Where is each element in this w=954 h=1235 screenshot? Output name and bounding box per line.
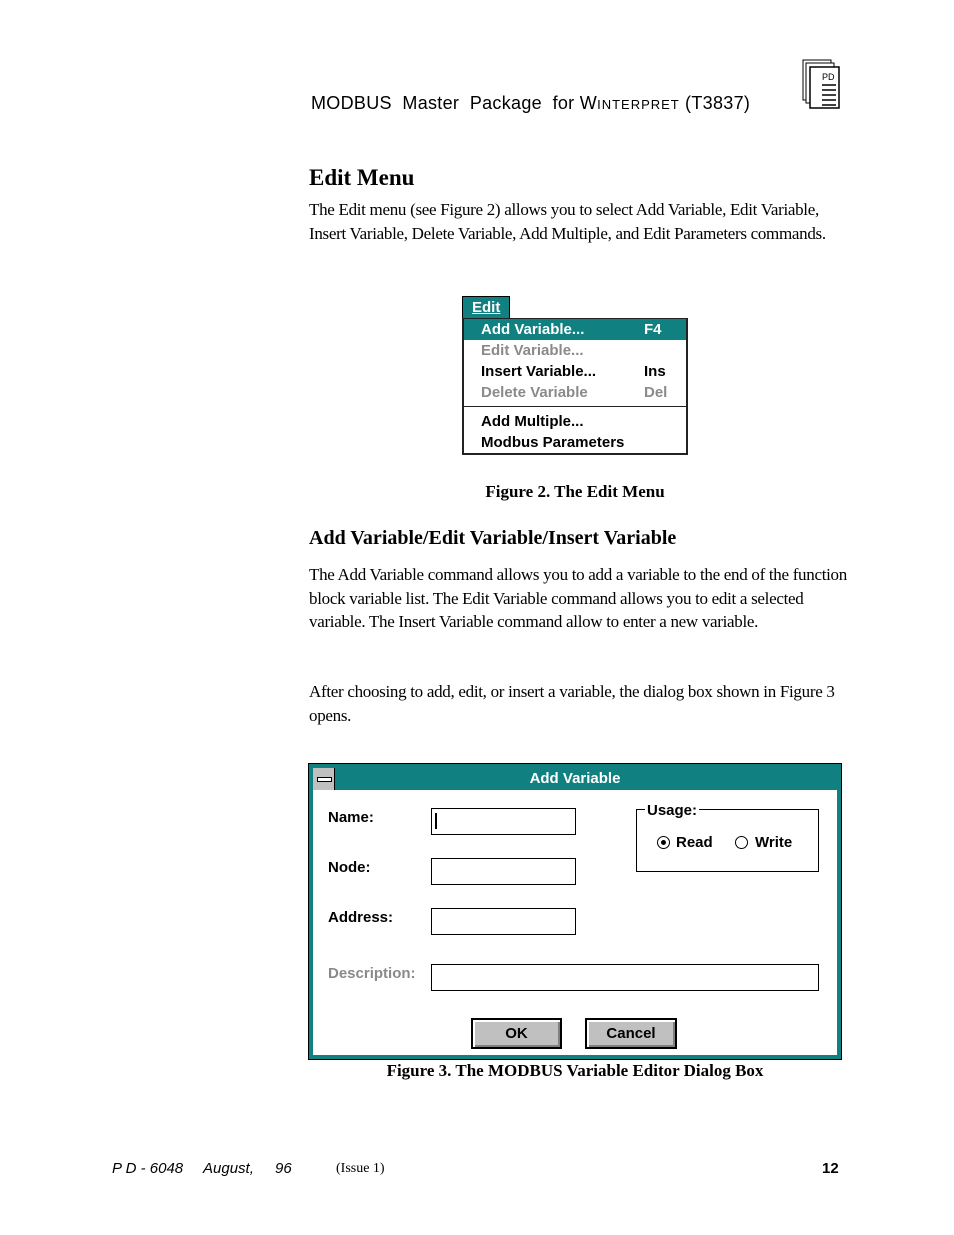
menu-item-label: Add Multiple... [481, 413, 584, 430]
ok-button[interactable]: OK [471, 1018, 562, 1049]
cancel-button[interactable]: Cancel [585, 1018, 677, 1049]
menu-item-label: Modbus Parameters [481, 434, 625, 451]
menu-item-edit-variable[interactable] [464, 340, 686, 361]
menu-item-add-multiple[interactable] [464, 411, 686, 432]
header-title-smallcaps: INTERPRET [597, 97, 680, 112]
name-field[interactable] [431, 808, 576, 835]
read-label[interactable]: Read [676, 834, 713, 851]
address-label: Address: [328, 909, 394, 926]
logo-text: PD [822, 72, 835, 82]
menu-item-insert-variable[interactable] [464, 361, 686, 382]
menu-item-modbus-parameters[interactable] [464, 432, 686, 453]
subsection-paragraph-1: The Add Variable command allows you to add a variable to the end of the function block variable list. The Edit Variable command allows you to edit a selected variable. The Insert Variable command allow to enter a new variable. [309, 565, 847, 631]
footer-month: August, [203, 1160, 254, 1177]
text-cursor [435, 813, 437, 829]
menu-item-label: Delete Variable [481, 384, 588, 401]
pd-document-logo-icon [802, 59, 840, 109]
dialog-title-bar[interactable] [313, 768, 837, 790]
subsection-heading: Add Variable/Edit Variable/Insert Variable [309, 527, 677, 549]
menu-item-label: Add Variable... [481, 321, 585, 338]
node-label: Node: [328, 859, 371, 876]
figure-2-caption: Figure 2. The Edit Menu [485, 482, 665, 501]
menu-item-shortcut: Del [644, 384, 668, 401]
menu-item-label: Insert Variable... [481, 363, 597, 380]
menu-item-add-variable[interactable] [464, 319, 686, 340]
address-field[interactable] [431, 908, 576, 935]
menu-item-label: Edit Variable... [481, 342, 584, 359]
menu-separator [464, 406, 686, 407]
description-label: Description: [328, 965, 416, 982]
menu-item-shortcut: F4 [644, 321, 662, 338]
write-label[interactable]: Write [755, 834, 793, 851]
menu-title-label: Edit [472, 299, 501, 316]
figure-3-caption: Figure 3. The MODBUS Variable Editor Dialog Box [386, 1061, 764, 1080]
section-heading: Edit Menu [309, 165, 415, 190]
menu-item-shortcut: Ins [644, 363, 666, 380]
write-radio[interactable] [735, 836, 748, 849]
edit-menu-dropdown [462, 318, 688, 455]
menu-title-edit[interactable] [462, 296, 510, 318]
usage-group [636, 802, 819, 872]
description-field[interactable] [431, 964, 819, 991]
header-title-pre: MODBUS Master Package for W [311, 93, 598, 113]
system-menu-icon[interactable] [313, 768, 335, 790]
dialog-body [313, 790, 837, 1055]
footer-year: 96 [275, 1160, 292, 1177]
read-radio[interactable] [657, 836, 670, 849]
dialog-title: Add Variable [529, 770, 621, 787]
node-field[interactable] [431, 858, 576, 885]
section-intro: The Edit menu (see Figure 2) allows you to select Add Variable, Edit Variable, Insert Variable, Delete Variable, Add Multiple, and Edit Parameters commands. [309, 200, 826, 243]
subsection-paragraph-2: After choosing to add, edit, or insert a variable, the dialog box shown in Figure 3 opens. [309, 682, 835, 725]
header-title-post: (T3837) [679, 93, 751, 113]
footer-doc-id: P D - 6048 [112, 1160, 184, 1177]
running-header [311, 93, 750, 114]
menu-item-delete-variable[interactable] [464, 382, 686, 403]
page-number: 12 [822, 1160, 839, 1177]
usage-label: Usage: [647, 802, 698, 819]
name-label: Name: [328, 809, 374, 826]
footer-issue: (Issue 1) [336, 1161, 385, 1176]
add-variable-dialog [308, 763, 842, 1060]
